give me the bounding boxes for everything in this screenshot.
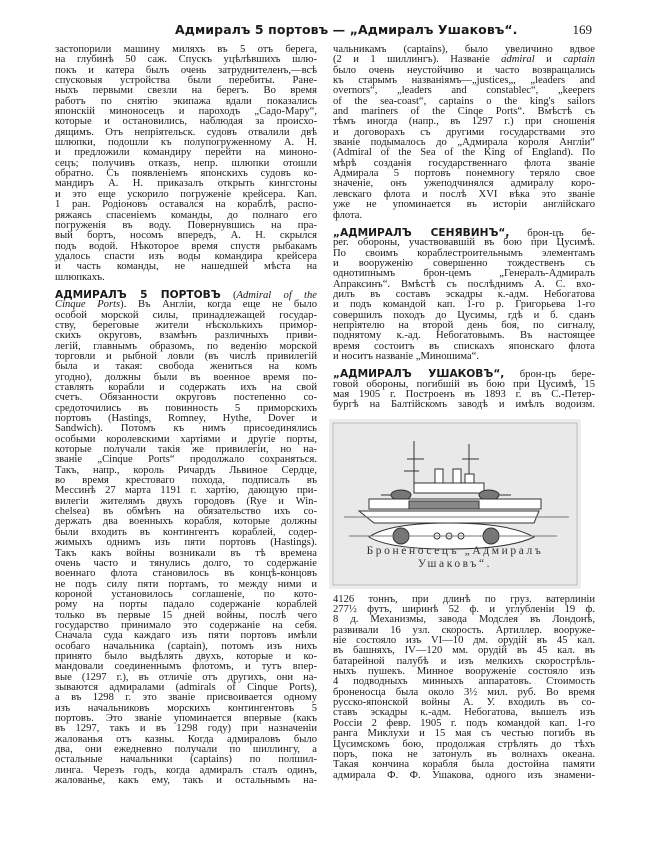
text-line: Россіи 2 февр. 1905 г. подъ командой кап. 1-го	[333, 717, 595, 729]
text-line: Sandwich). Потомъ къ нимъ присоединялись	[55, 423, 317, 435]
text-line: По своимъ кораблестроительнымъ элементамъ	[333, 247, 595, 259]
text-segment: брон-цъ бе-	[509, 227, 595, 239]
text-line: было очень неустойчиво и часто возвращались	[333, 64, 595, 76]
text-line: of the sea-coast“, captains o the king's sailors	[333, 95, 595, 107]
text-line: покъ и катера былъ очень затруднителенъ,—всѣ	[55, 64, 317, 76]
text-line: портовъ. Это званіе упоминается впервые (какъ	[55, 713, 317, 724]
text-line: ставлять корабли и содержать ихъ на свой	[55, 382, 317, 393]
text-line: Сначала суда каждаго изъ пяти портовъ имѣли	[55, 630, 317, 642]
entry-heading: „АДМИРАЛЪ УШАКОВЪ“,	[333, 368, 505, 381]
text-line: значеніе, онъ ужеподчинялся адмиралу коро-	[333, 178, 595, 190]
text-line: изъ начальниковъ морскихъ контингентовъ 5	[55, 702, 317, 714]
text-line: очень часто и тянулись долго, то содержаніе	[55, 557, 317, 569]
text-segment: ). Въ Англіи, когда еще не было	[120, 299, 318, 311]
paragraph	[55, 45, 317, 283]
text-line: броненосца была около 3½ мил. руб. Во время	[333, 686, 595, 698]
text-line: вилегіи жителямъ двухъ городовъ (Rye и Win-	[55, 495, 317, 507]
text-line: застопорили машину миляхъ въ 5 отъ берега,	[55, 44, 317, 55]
text-line: и это еще ускорило погруженіе крейсера. Кап.	[55, 188, 317, 200]
text-line: короной установилось соглашеніе, по кото-	[55, 588, 317, 600]
entry-heading: „АДМИРАЛЪ СЕНЯВИНЪ“,	[333, 226, 510, 239]
text-line: во время крестоваго похода, подписалъ въ	[55, 475, 317, 487]
figure-caption-line2: Ушаковъ“.	[417, 557, 493, 570]
page-number: 169	[572, 22, 592, 37]
text-line: принято было выдѣлять двухъ, которые и ко-	[55, 650, 317, 662]
text-line: говой обороны, погибшій въ бою при Цусимѣ, 15	[333, 378, 595, 390]
text-line: однотипнымъ брон-цемъ „Генералъ-Адмиралъ	[333, 268, 595, 280]
text-line: особой морской силы, принадлежащей государ-	[55, 309, 317, 321]
running-title: Адмиралъ 5 портовъ — „Адмиралъ Ушаковъ“.	[175, 22, 518, 37]
text-line: совершилъ походъ до Цусимы, гдѣ и б. сданъ	[333, 309, 595, 321]
text-line: званіе подымалось до „Адмирала короля Англіи“	[333, 137, 595, 149]
text-line: средоточились въ повинность 5 приморскихъ	[55, 402, 317, 414]
paragraph	[55, 290, 317, 787]
text-line: удалось спасти изъ воды командира крейсера	[55, 250, 317, 262]
text-line: подъ водой. Нѣкоторое время спустя рыбакамъ	[55, 240, 317, 252]
text-line: легій, главнымъ образомъ, по веденію морской	[55, 340, 317, 352]
text-line: Такъ какъ войны возникали въ тѣ времена	[55, 547, 317, 559]
text-line: остальные начальники (captains) по полшил-	[55, 754, 317, 766]
text-line: особыми королевскими хартіями и другіе порты,	[55, 433, 317, 445]
entry-heading: АДМИРАЛЪ 5 ПОРТОВЪ	[55, 288, 221, 301]
italic-text: admiral	[501, 54, 535, 66]
text-line: японскій миноносецъ и пароходъ „Садо-Мару“,	[55, 106, 317, 118]
text-line: особаго начальника (captain), потомъ изъ нихъ	[55, 640, 317, 652]
text-line: погруженія въ воду. Повернувшись на пра-	[55, 219, 317, 231]
italic-text: captain	[563, 54, 596, 66]
text-segment: брон-цъ бере-	[504, 369, 595, 381]
text-line: ніе состояло изъ VI—10 дм. орудій въ 45 кал.	[333, 635, 595, 647]
text-line: спусковыя устройства были перебиты. Ране-	[55, 75, 317, 87]
text-line: Цусимскомъ бою, продолжая стрѣлять до тѣхъ	[333, 738, 595, 750]
text-line: работъ по снятію экипажа вдали показались	[55, 95, 317, 107]
text-line: линга. Черезъ годъ, когда адмиралъ сталъ одинъ,	[55, 764, 317, 776]
text-line: два, они ежедневно получали по шиллингу, а	[55, 744, 317, 756]
text-segment: (	[220, 289, 237, 301]
text-line: Мессинѣ 27 марта 1191 г. хартію, дающую при-	[55, 485, 317, 497]
text-line: ставъ эскадры к.-адм. Небогатова, вышелъ изъ	[333, 707, 595, 719]
text-line: и подъ командой кап. 1-го р. Григорьева 1-го	[333, 299, 595, 311]
text-line: торговли и рыбной ловли (въ числѣ привилегій	[55, 350, 317, 362]
text-line: были входить въ контингентъ кораблей, содер-	[55, 526, 317, 538]
paragraph	[333, 45, 595, 221]
text-line: ныхъ пушекъ. Минное вооруженіе состояло изъ	[333, 666, 595, 678]
text-line: и часть команды, не нашедшей мѣста на	[55, 261, 317, 273]
paragraph	[333, 228, 595, 362]
text-line: счетъ. Обязанности округовъ постепенно со-	[55, 392, 317, 404]
text-line: держать два военныхъ корабля, которые должны	[55, 516, 317, 528]
paragraph	[333, 595, 595, 781]
text-line: тѣмъ иногда (напр., въ 1297 г.) при сношенія	[333, 116, 595, 128]
text-line: ныхъ первыми свезли на берегъ. Во время	[55, 85, 317, 97]
text-line: зываются адмиралами (admirals of Cinque Ports),	[55, 681, 317, 693]
text-line: шлюпкахъ.	[55, 271, 105, 283]
text-line: батарейной палубѣ и изъ мелкихъ скорострѣль-	[333, 655, 595, 667]
text-line: бургѣ на Балтійскомъ заводѣ и имѣлъ водоизм.	[333, 399, 595, 411]
text-line: мѣрѣ созданія государственнаго флота званіе	[333, 157, 595, 169]
text-line: chelsea) въ обмѣнъ на обязательство ихъ со-	[55, 506, 317, 518]
text-line: время состоитъ въ спискахъ японскаго флота	[333, 340, 595, 352]
text-line: адмирала Ф. Ф. Ушакова, одного изъ знамени-	[333, 769, 595, 781]
text-line: мая 1905 г. Построенъ въ 1893 г. въ С.-Петер-	[333, 389, 595, 400]
italic-text: Cinque Ports	[55, 299, 121, 311]
text-line: Апраксинъ“. Вмѣстѣ съ послѣднимъ А. С. вхо-	[333, 278, 595, 290]
text-line: 4126 тоннъ, при длинѣ по груз. ватерлиніи	[333, 593, 595, 605]
text-line: къ старымъ названіямъ—„justices„, „leaders and	[333, 75, 595, 87]
text-line: overnors“, „leaders and constablec“, „keepers	[333, 85, 595, 97]
text-line: на глубинѣ 50 саж. Спускъ уцѣлѣвшихъ шлю-	[55, 54, 317, 66]
italic-text: Admiral of the	[236, 289, 317, 301]
text-line: флота.	[333, 209, 363, 221]
text-line: рег. обороны, участвовавшій въ бою при Цусимѣ.	[333, 237, 595, 249]
text-line: Такая кончина корабля была достойна памяти	[333, 759, 595, 771]
text-line: мандовали соединеннымъ флотомъ, и тутъ впер-	[55, 661, 317, 673]
text-line: дилъ въ составъ эскадры к.-адм. Небогатова	[333, 288, 595, 300]
text-segment: (2 и 1 шиллингъ). Названіе	[333, 54, 502, 66]
text-line: угодно), должны были въ военное время по-	[55, 371, 317, 383]
text-line: левскаго флота и послѣ XVI вѣка это званіе	[333, 188, 595, 200]
text-line: поръ, пока не затонулъ въ волнахъ океана.	[333, 748, 595, 760]
text-line: поднятому к.-ад. Небогатовымъ. Въ настоящее	[333, 330, 595, 342]
text-line: 277½ футъ, ширинѣ 52 ф. и углубленіи 19 ф.	[333, 604, 595, 616]
text-line: (Admiral of the Sea of the King of England). По	[333, 147, 595, 159]
text-line: вый бортъ, носомъ впередъ, А. Н. скрылся	[55, 230, 317, 242]
text-line: портовъ (Hastings, Romney, Hythe, Dover и	[55, 413, 317, 425]
text-line: скихъ округовъ, взамѣнъ различныхъ приви-	[55, 330, 317, 342]
text-line: Такъ, напр., король Ричардъ Львиное Сердце,	[55, 464, 317, 476]
text-line: не подъ силу пяти портамъ, то между ними и	[55, 578, 317, 590]
text-line: вые (1297 г.), въ отличіе отъ другихъ, они на-	[55, 671, 317, 683]
text-line: только въ первые 15 дней войны, послѣ чего	[55, 609, 317, 621]
text-line: 4 подводныхъ минныхъ аппаратовъ. Стоимость	[333, 676, 595, 688]
text-line: и вооруженію совершенно тождественъ съ	[333, 257, 595, 269]
text-line: званіе „Cinque Ports“ продолжало сохраняться.	[55, 454, 317, 466]
figure-caption-line1: Броненосецъ „Адмиралъ	[366, 544, 544, 557]
text-line: а въ 1298 г. это званіе присвоивается одному	[55, 692, 317, 704]
text-segment: и	[534, 54, 564, 66]
text-line: Адмирала 5 портовъ понемногу теряло свое	[333, 168, 595, 180]
text-line: русско-японской войны А. У. входилъ въ со-	[333, 697, 595, 709]
right-column	[333, 45, 595, 781]
text-line: военнаго флота становилось въ концѣ-концовъ	[55, 568, 317, 580]
text-line: непріятелю на второй день боя, по сигналу,	[333, 319, 595, 331]
text-line: ранга Миклухи и 15 мая съ честью погибъ въ	[333, 728, 595, 740]
text-line: рому на порты падало содержаніе кораблей	[55, 599, 317, 611]
text-line: шлюпки, подошли къ полупогруженному А. Н.	[55, 137, 317, 149]
text-line: уже не упоминается въ исторіи англійскаго	[333, 199, 595, 211]
text-line: 8 д. Механизмы, завода Модслея въ Лондонѣ,	[333, 614, 595, 626]
text-line: и договорахъ съ другими государствами это	[333, 126, 595, 138]
text-line: сецъ; получивъ отказъ, непр. шлюпки отошли	[55, 157, 317, 169]
battleship-figure	[329, 419, 581, 589]
text-line: жалованье, какъ ему, такъ и остальнымъ на-	[55, 775, 317, 787]
text-line: обратно. Съ появленіемъ японскихъ судовъ ко-	[55, 168, 317, 180]
text-line: жимыхъ однимъ изъ пяти портовъ (Hastings).	[55, 537, 317, 549]
text-line: развивали 16 узл. скорость. Артиллер. вооруже-	[333, 624, 595, 636]
text-line: въ 1297, такъ и въ 1298 году) при назначеніи	[55, 723, 317, 735]
running-header	[55, 22, 600, 38]
text-line: мандиръ А. Н. приказалъ открыть кингстоны	[55, 178, 317, 190]
text-line: 1 ран. Родіоновъ оставался на кораблѣ, распо-	[55, 199, 317, 211]
text-line: которые получали такія же привилегіи, но на-	[55, 444, 317, 456]
text-line: дящимъ. Отъ непріятельск. судовъ отвалили двѣ	[55, 126, 317, 138]
text-line: ряжаясь спасеніемъ команды, до полнаго его	[55, 209, 317, 221]
left-column	[55, 45, 317, 786]
text-line: была и такая: свобода жениться на комъ	[55, 361, 317, 373]
text-line: которые и остановились, наблюдая за происхо-	[55, 116, 317, 128]
text-line: чальникамъ (captains), было увеличино вдвое	[333, 44, 595, 55]
text-line: и носитъ названіе „Миношима“.	[333, 350, 480, 362]
paragraph	[333, 369, 595, 410]
text-line: въ башняхъ, IV—120 мм. орудій въ 45 кал. въ	[333, 645, 595, 657]
text-line: and mariners of the Cinqe Ports“. Вмѣстѣ съ	[333, 106, 595, 118]
text-line: государство принимало это содержаніе на себя.	[55, 619, 317, 631]
text-line: ству, береговые жители нѣсколькихъ примор-	[55, 319, 317, 331]
text-line: и предложили командиру перейти на миноно-	[55, 147, 317, 159]
text-line: жалованья отъ казны. Когда адмираловъ было	[55, 733, 317, 745]
